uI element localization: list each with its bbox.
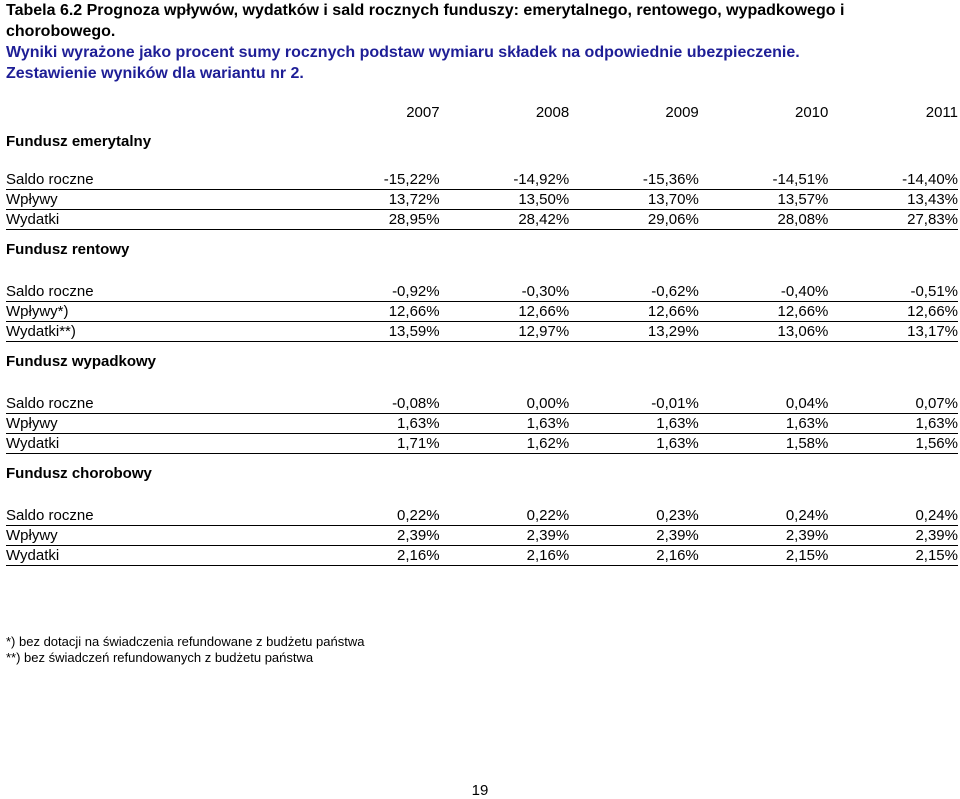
header-blank (6, 98, 310, 126)
fund-section-title: Fundusz wypadkowy (6, 352, 157, 370)
value-cell: 1,71% (310, 434, 440, 454)
value-cell: -0,51% (828, 282, 958, 302)
value-cell: -14,51% (699, 170, 829, 190)
spacer-row (6, 492, 958, 506)
value-cell: 1,62% (440, 434, 570, 454)
value-cell: -14,40% (828, 170, 958, 190)
row-label: Saldo roczne (6, 282, 310, 302)
value-cell: 1,63% (310, 414, 440, 434)
heading-line-2: Wyniki wyrażone jako procent sumy rocznych podstaw wymiaru składek na odpowiednie ubezpieczenie. (6, 44, 800, 61)
table-row (6, 526, 958, 546)
row-label: Wpływy*) (6, 302, 310, 322)
value-cell: 1,58% (699, 434, 829, 454)
footnotes (6, 634, 364, 666)
year-header-row (6, 98, 958, 126)
page-number: 19 (471, 782, 489, 799)
value-cell: 1,63% (699, 414, 829, 434)
value-cell: -0,01% (569, 394, 699, 414)
spacer-cell (6, 156, 958, 170)
value-cell: 2,39% (699, 526, 829, 546)
value-cell: 12,66% (699, 302, 829, 322)
year-header: 2008 (535, 103, 570, 121)
row-label: Wydatki (6, 434, 310, 454)
footnote: *) bez dotacji na świadczenia refundowane z budżetu państwa (6, 634, 365, 649)
row-label: Saldo roczne (6, 394, 310, 414)
value-cell: 1,56% (828, 434, 958, 454)
value-cell: 13,50% (440, 190, 570, 210)
value-cell: -0,62% (569, 282, 699, 302)
value-cell: 2,16% (440, 546, 570, 566)
fund-section-row (6, 126, 958, 156)
spacer-cell (6, 380, 958, 394)
value-cell: 13,17% (828, 322, 958, 342)
value-cell: 27,83% (828, 210, 958, 230)
fund-section-row (6, 454, 958, 493)
spacer-row (6, 380, 958, 394)
value-cell: 28,42% (440, 210, 570, 230)
value-cell: 13,06% (699, 322, 829, 342)
value-cell: 2,39% (310, 526, 440, 546)
spacer-cell (6, 492, 958, 506)
value-cell: 0,22% (310, 506, 440, 526)
heading-line-1: Tabela 6.2 Prognoza wpływów, wydatków i sald rocznych funduszy: emerytalnego, rentowego, wypadkowego i chorobowego. (6, 2, 845, 40)
value-cell: 1,63% (569, 414, 699, 434)
value-cell: 2,39% (440, 526, 570, 546)
table-row (6, 302, 958, 322)
year-header: 2010 (795, 103, 829, 121)
fund-section-title: Fundusz emerytalny (6, 132, 152, 150)
value-cell: -15,36% (569, 170, 699, 190)
table-row (6, 434, 958, 454)
fund-section-row (6, 342, 958, 381)
table-row (6, 394, 958, 414)
value-cell: 13,29% (569, 322, 699, 342)
value-cell: 0,00% (440, 394, 570, 414)
spacer-cell (6, 268, 958, 282)
year-header: 2007 (406, 103, 440, 121)
row-label: Saldo roczne (6, 170, 310, 190)
fund-section-title: Fundusz rentowy (6, 240, 130, 258)
value-cell: 2,39% (569, 526, 699, 546)
value-cell: -0,30% (440, 282, 570, 302)
row-label: Wpływy (6, 190, 310, 210)
value-cell: 2,15% (828, 546, 958, 566)
row-label: Wpływy (6, 526, 310, 546)
value-cell: 0,23% (569, 506, 699, 526)
table-row (6, 414, 958, 434)
value-cell: -0,92% (310, 282, 440, 302)
value-cell: 0,22% (440, 506, 570, 526)
heading-line-3: Zestawienie wyników dla wariantu nr 2. (6, 65, 304, 82)
value-cell: -14,92% (440, 170, 570, 190)
value-cell: 13,70% (569, 190, 699, 210)
value-cell: 12,66% (310, 302, 440, 322)
row-label: Wpływy (6, 414, 310, 434)
value-cell: 13,59% (310, 322, 440, 342)
value-cell: 1,63% (569, 434, 699, 454)
row-label: Wydatki (6, 546, 310, 566)
table-row (6, 210, 958, 230)
value-cell: 13,43% (828, 190, 958, 210)
value-cell: 13,72% (310, 190, 440, 210)
value-cell: 12,97% (440, 322, 570, 342)
row-label: Wydatki**) (6, 322, 310, 342)
fund-section-row (6, 230, 958, 269)
value-cell: -0,40% (699, 282, 829, 302)
table-heading (6, 0, 951, 84)
value-cell: 0,04% (699, 394, 829, 414)
value-cell: 12,66% (440, 302, 570, 322)
value-cell: 1,63% (828, 414, 958, 434)
footnote: **) bez świadczeń refundowanych z budżetu państwa (6, 650, 314, 665)
row-label: Saldo roczne (6, 506, 310, 526)
value-cell: 1,63% (440, 414, 570, 434)
value-cell: 12,66% (828, 302, 958, 322)
row-label: Wydatki (6, 210, 310, 230)
year-header: 2011 (925, 103, 958, 121)
value-cell: 28,08% (699, 210, 829, 230)
value-cell: 28,95% (310, 210, 440, 230)
value-cell: 0,07% (828, 394, 958, 414)
fund-section-title: Fundusz chorobowy (6, 464, 152, 482)
table-body (6, 126, 958, 566)
table-row (6, 170, 958, 190)
year-header: 2009 (665, 103, 699, 121)
spacer-row (6, 156, 958, 170)
forecast-table-wrapper (6, 98, 958, 566)
value-cell: 2,15% (699, 546, 829, 566)
value-cell: 2,39% (828, 526, 958, 546)
value-cell: -0,08% (310, 394, 440, 414)
table-row (6, 190, 958, 210)
value-cell: 0,24% (828, 506, 958, 526)
value-cell: 0,24% (699, 506, 829, 526)
value-cell: 2,16% (569, 546, 699, 566)
value-cell: 12,66% (569, 302, 699, 322)
value-cell: 29,06% (569, 210, 699, 230)
spacer-row (6, 268, 958, 282)
table-row (6, 322, 958, 342)
forecast-table (6, 98, 958, 566)
value-cell: 13,57% (699, 190, 829, 210)
table-row (6, 546, 958, 566)
value-cell: -15,22% (310, 170, 440, 190)
table-row (6, 282, 958, 302)
table-row (6, 506, 958, 526)
value-cell: 2,16% (310, 546, 440, 566)
